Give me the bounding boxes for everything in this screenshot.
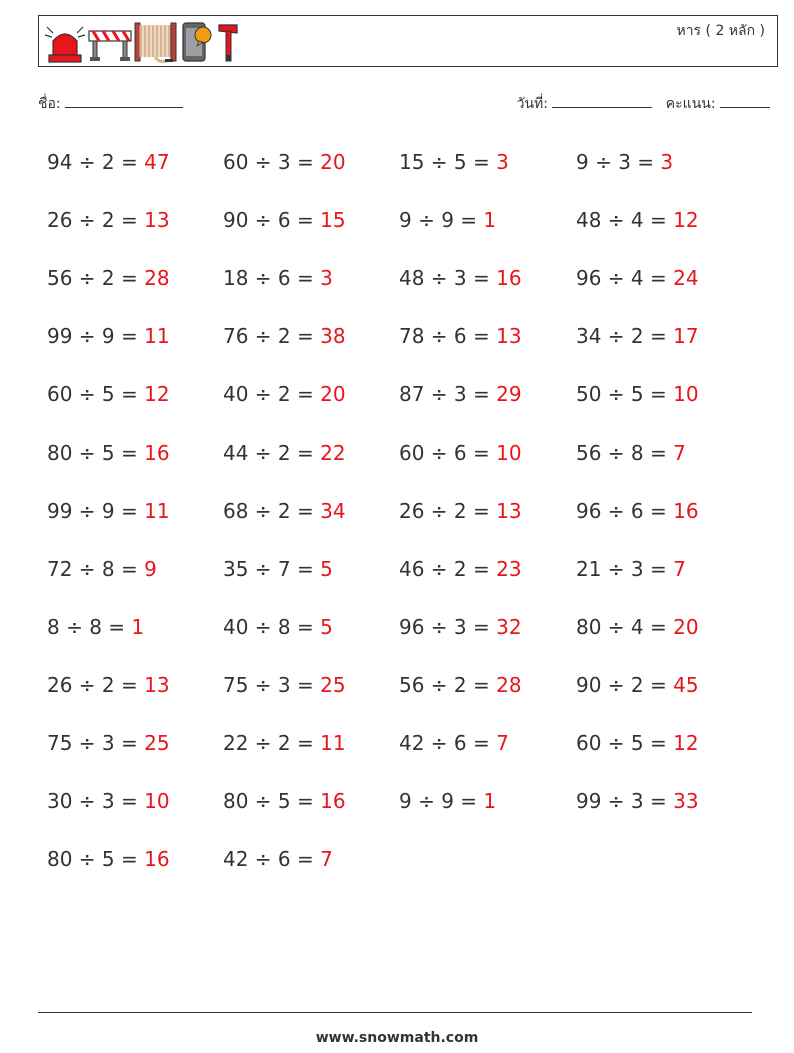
problem-answer: 34: [320, 498, 346, 523]
problem-answer: 20: [320, 150, 346, 174]
problem-question: 87 ÷ 3 =: [399, 382, 497, 407]
problem-question: 26 ÷ 2 =: [47, 672, 145, 697]
problem-item: [223, 731, 346, 755]
problem-answer: 11: [320, 731, 346, 755]
problem-item: [576, 150, 673, 174]
problem-answer: 10: [673, 382, 699, 407]
problem-item: [399, 731, 509, 755]
problem-question: 15 ÷ 5 =: [399, 150, 497, 174]
date-score-fields: [517, 93, 770, 115]
problem-question: 46 ÷ 2 =: [399, 556, 497, 581]
problem-answer: 16: [144, 847, 170, 872]
problem-question: 48 ÷ 3 =: [399, 266, 497, 291]
problem-answer: 1: [483, 208, 497, 233]
problem-item: [576, 499, 699, 523]
problem-answer: 11: [144, 498, 170, 523]
problem-item: [47, 615, 144, 639]
problem-item: [47, 673, 170, 697]
problem-item: [223, 499, 346, 523]
problem-question: 8 ÷ 8 =: [47, 614, 132, 639]
problem-answer: 17: [673, 324, 699, 349]
problem-answer: 25: [320, 672, 346, 697]
problem-answer: 3: [660, 150, 674, 174]
problem-question: 80 ÷ 5 =: [47, 847, 145, 872]
problem-item: [399, 150, 509, 174]
problem-answer: 23: [496, 556, 522, 581]
problem-question: 56 ÷ 8 =: [576, 440, 674, 465]
problem-answer: 45: [673, 672, 699, 697]
problem-answer: 12: [144, 382, 170, 407]
problem-answer: 32: [496, 614, 522, 639]
problem-answer: 38: [320, 324, 346, 349]
problem-answer: 16: [144, 440, 170, 465]
problem-answer: 13: [144, 208, 170, 233]
problem-question: 60 ÷ 5 =: [47, 382, 145, 407]
problem-item: [399, 266, 522, 290]
problem-item: [223, 382, 346, 406]
problem-item: [47, 266, 170, 290]
problem-answer: 7: [320, 847, 333, 872]
problem-question: 26 ÷ 2 =: [47, 208, 145, 233]
problem-question: 60 ÷ 6 =: [399, 440, 497, 465]
problem-question: 68 ÷ 2 =: [223, 498, 321, 523]
problem-item: [223, 324, 346, 348]
problem-item: [47, 731, 170, 755]
name-label: ชื่อ:: [38, 96, 61, 112]
problem-item: [223, 847, 333, 871]
problem-question: 75 ÷ 3 =: [47, 731, 145, 755]
problem-question: 78 ÷ 6 =: [399, 324, 497, 349]
problem-item: [576, 789, 699, 813]
road-barrier-icon: [87, 19, 133, 65]
problem-question: 80 ÷ 4 =: [576, 614, 674, 639]
problem-question: 99 ÷ 3 =: [576, 789, 674, 814]
problem-answer: 3: [496, 150, 509, 174]
problem-item: [399, 441, 522, 465]
problem-answer: 13: [144, 672, 170, 697]
problem-question: 26 ÷ 2 =: [399, 498, 497, 523]
problem-answer: 47: [144, 150, 170, 174]
problem-item: [47, 150, 170, 174]
problem-answer: 29: [496, 382, 522, 407]
problem-item: [47, 789, 170, 813]
problem-question: 18 ÷ 6 =: [223, 266, 321, 291]
problem-question: 99 ÷ 9 =: [47, 498, 145, 523]
problem-question: 48 ÷ 4 =: [576, 208, 674, 233]
problem-question: 9 ÷ 9 =: [399, 789, 484, 814]
problem-question: 44 ÷ 2 =: [223, 440, 321, 465]
problem-answer: 5: [320, 614, 333, 639]
problem-item: [399, 673, 522, 697]
worksheet-header: [38, 15, 778, 67]
problem-question: 40 ÷ 8 =: [223, 614, 321, 639]
problem-answer: 33: [673, 789, 699, 814]
date-blank: [552, 93, 652, 108]
problem-question: 72 ÷ 8 =: [47, 556, 145, 581]
problem-question: 21 ÷ 3 =: [576, 556, 674, 581]
problem-item: [576, 382, 699, 406]
problem-answer: 16: [496, 266, 522, 291]
problem-answer: 7: [496, 731, 509, 755]
problem-item: [47, 324, 170, 348]
problem-item: [576, 266, 699, 290]
problem-question: 9 ÷ 3 =: [576, 150, 661, 174]
problem-question: 42 ÷ 6 =: [399, 731, 497, 755]
problem-answer: 12: [673, 731, 699, 755]
fire-hose-icon: [133, 19, 179, 65]
problem-item: [223, 557, 333, 581]
problem-item: [47, 382, 170, 406]
name-field: [38, 93, 183, 115]
problem-item: [223, 673, 346, 697]
problem-question: 75 ÷ 3 =: [223, 672, 321, 697]
score-label: คะแนน:: [665, 96, 716, 112]
problem-item: [399, 382, 522, 406]
problem-question: 9 ÷ 9 =: [399, 208, 484, 233]
problem-item: [576, 731, 699, 755]
fire-axe-icon: [213, 19, 243, 65]
problem-question: 35 ÷ 7 =: [223, 556, 321, 581]
problem-item: [47, 208, 170, 232]
problem-item: [576, 615, 699, 639]
problem-answer: 10: [496, 440, 522, 465]
problem-item: [576, 673, 699, 697]
problem-item: [223, 615, 333, 639]
problem-item: [47, 847, 170, 871]
problem-answer: 16: [320, 789, 346, 814]
problem-answer: 9: [144, 556, 157, 581]
problem-item: [223, 789, 346, 813]
problem-question: 22 ÷ 2 =: [223, 731, 321, 755]
problem-question: 60 ÷ 3 =: [223, 150, 321, 174]
problem-answer: 7: [673, 556, 686, 581]
problem-answer: 16: [673, 498, 699, 523]
problem-answer: 20: [673, 614, 699, 639]
problem-question: 90 ÷ 2 =: [576, 672, 674, 697]
problem-question: 80 ÷ 5 =: [223, 789, 321, 814]
problem-item: [399, 499, 522, 523]
problem-answer: 20: [320, 382, 346, 407]
problem-item: [399, 789, 496, 813]
problem-answer: 1: [131, 614, 145, 639]
problem-answer: 3: [320, 266, 333, 291]
problem-item: [47, 441, 170, 465]
problem-answer: 12: [673, 208, 699, 233]
problem-answer: 5: [320, 556, 333, 581]
problem-question: 96 ÷ 6 =: [576, 498, 674, 523]
problem-question: 80 ÷ 5 =: [47, 440, 145, 465]
problem-item: [223, 266, 333, 290]
problem-item: [47, 499, 170, 523]
fire-alarm-phone-icon: [179, 19, 213, 65]
problem-question: 99 ÷ 9 =: [47, 324, 145, 349]
problem-item: [399, 557, 522, 581]
problem-question: 76 ÷ 2 =: [223, 324, 321, 349]
score-blank: [720, 93, 770, 108]
problem-question: 40 ÷ 2 =: [223, 382, 321, 407]
problem-question: 94 ÷ 2 =: [47, 150, 145, 174]
problem-question: 42 ÷ 6 =: [223, 847, 321, 872]
name-blank: [65, 93, 183, 108]
problem-question: 30 ÷ 3 =: [47, 789, 145, 814]
header-icons: [43, 18, 243, 66]
problem-answer: 15: [320, 208, 346, 233]
problem-item: [47, 557, 157, 581]
problem-question: 96 ÷ 4 =: [576, 266, 674, 291]
problem-item: [223, 150, 346, 174]
problem-answer: 11: [144, 324, 170, 349]
problem-item: [223, 441, 346, 465]
problem-question: 90 ÷ 6 =: [223, 208, 321, 233]
problem-item: [576, 557, 686, 581]
problem-question: 50 ÷ 5 =: [576, 382, 674, 407]
problem-answer: 28: [496, 672, 522, 697]
problem-item: [576, 208, 699, 232]
problem-answer: 25: [144, 731, 170, 755]
problem-question: 34 ÷ 2 =: [576, 324, 674, 349]
problem-answer: 13: [496, 498, 522, 523]
problem-item: [576, 324, 699, 348]
worksheet-title: หาร ( 2 หลัก ): [676, 23, 765, 39]
siren-icon: [43, 19, 87, 65]
footer-website: www.snowmath.com: [315, 1030, 479, 1046]
problem-answer: 1: [483, 789, 497, 814]
footer-divider: [38, 1012, 752, 1013]
problem-item: [399, 208, 496, 232]
problem-question: 60 ÷ 5 =: [576, 731, 674, 755]
problem-item: [223, 208, 346, 232]
problem-item: [399, 615, 522, 639]
problem-answer: 22: [320, 440, 346, 465]
problem-item: [576, 441, 686, 465]
problem-question: 96 ÷ 3 =: [399, 614, 497, 639]
problem-answer: 28: [144, 266, 170, 291]
date-label: วันที่:: [516, 96, 548, 112]
problem-answer: 7: [673, 440, 686, 465]
problem-question: 56 ÷ 2 =: [399, 672, 497, 697]
problem-answer: 13: [496, 324, 522, 349]
problem-question: 56 ÷ 2 =: [47, 266, 145, 291]
problem-item: [399, 324, 522, 348]
problem-answer: 24: [673, 266, 699, 291]
problem-answer: 10: [144, 789, 170, 814]
